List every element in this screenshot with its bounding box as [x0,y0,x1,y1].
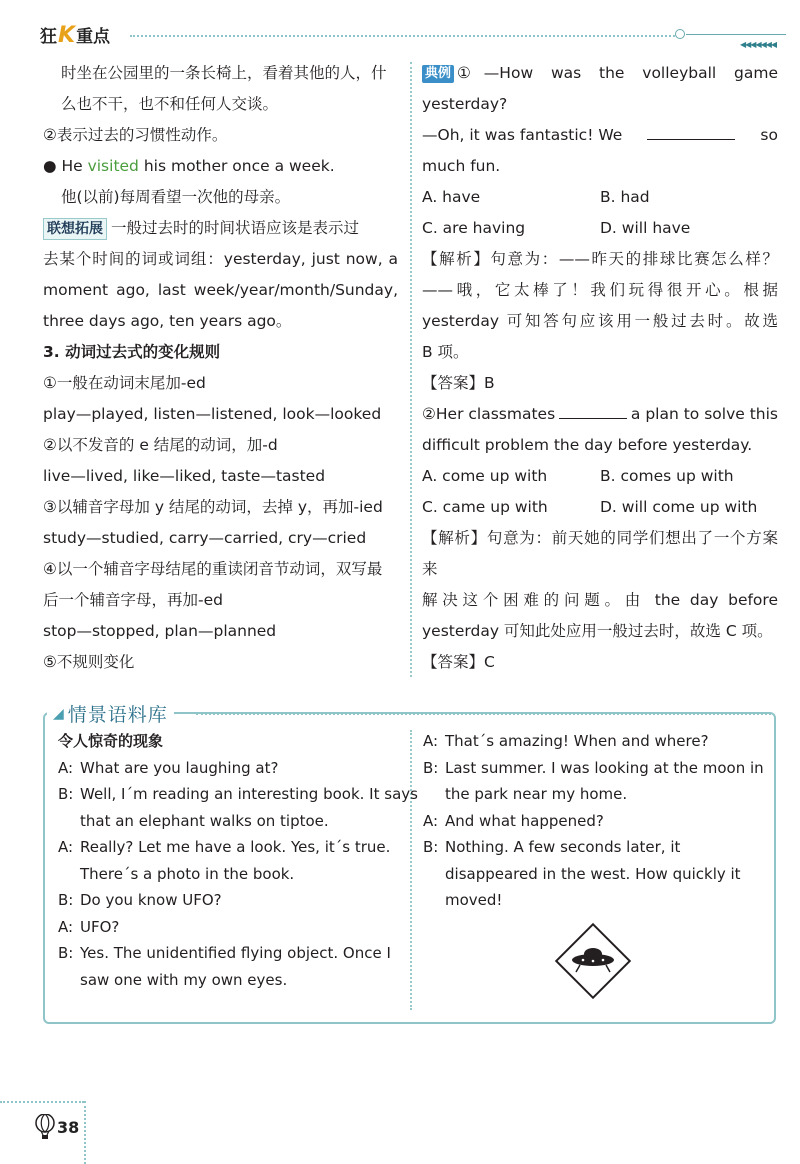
option-b: B. comes up with [600,467,734,485]
corpus-divider [410,730,412,1010]
answer-line: 【答案】C [422,653,495,671]
analysis-line: 【解析】句意为：——昨天的排球比赛怎么样？ [422,250,778,268]
speaker-label: A: [58,758,74,777]
options-row [422,461,778,492]
dialogue-line [58,914,398,941]
speaker-label: A: [423,732,439,750]
text-line: difficult problem the day before yesterday. [422,436,753,454]
example-sentence: ● He visited his mother once a week. [43,157,335,175]
dialogue-text: That´s amazing! When and where? [445,732,709,750]
dialogue-line [58,967,398,994]
text-line: moment ago, last week/year/month/Sunday, [43,281,398,299]
dialogue-line [423,834,765,861]
answer-blank [647,121,735,140]
speaker-label: B: [58,944,74,962]
analysis-line: yesterday 可知此处应用一般过去时，故选 C 项。 [422,622,773,640]
balloon-icon [34,1114,56,1140]
dialogue-line [58,808,398,835]
dialogue-line [58,887,398,914]
speaker-label: A: [58,917,74,936]
speaker-label: B: [58,891,74,909]
analysis-line: B 项。 [422,343,469,361]
rule-line: ④以一个辅音字母结尾的重读闭音节动词，双写最 [43,560,383,578]
answer-blank [559,400,627,419]
analysis-line: ——哦，它太棒了！我们玩得很开心。根据 [422,281,778,299]
analysis-line: 【解析】句意为：前天她的同学们想出了一个方案来 [422,529,778,578]
dialogue-line [423,808,765,835]
option-a: A. come up with [422,467,548,485]
analysis-line: yesterday 可知答句应该用一般过去时。故选 [422,312,778,330]
dialogue-text: disappeared in the west. How quickly it [445,864,741,883]
dialogue-text: And what happened? [445,811,604,830]
pen-icon: ◢ [53,705,64,722]
highlighted-verb: visited [87,157,139,175]
dialogue-text: that an elephant walks on tiptoe. [80,811,329,830]
text-line: 去某个时间的词或词组：yesterday, just now, a [43,250,398,268]
dialogue-line [58,755,398,782]
option-c: C. are having [422,219,526,237]
example-question-1: 典例 ①—How was the volleyball game [422,58,778,89]
rule-line: ③以辅音字母加 y 结尾的动词，去掉 y，再加-ied [43,498,383,516]
dialogue-line [423,887,765,914]
example-line: live—lived, like—liked, taste—tasted [43,467,326,485]
rule-line: ①一般在动词末尾加-ed [43,374,206,392]
corpus-title [47,700,174,727]
dialogue-line [58,834,398,861]
footer-dotted-rule-vertical [84,1101,86,1164]
page-number: 38 [57,1118,80,1137]
rule-line: ⑤不规则变化 [43,653,135,671]
dialogue-text: saw one with my own eyes. [80,970,288,989]
extension-note: 联想拓展 一般过去时的时间状语应该是表示过 [43,213,398,244]
corpus-title-rule [196,713,771,715]
dialogue-line [423,728,765,755]
dialogue-line [423,861,765,888]
header-arrows-ornament: ◀◀◀◀◀◀◀ [740,40,777,49]
dialogue-right [423,728,765,914]
logo-k: K [58,23,76,48]
section-heading: 3. 动词过去式的变化规则 [43,343,221,361]
speaker-label: B: [423,838,439,856]
rule-line: 后一个辅音字母，再加-ed [43,591,223,609]
dialogue-text: Do you know UFO? [80,891,222,909]
text-line: 时坐在公园里的一条长椅上，看着其他的人，什 [61,64,387,82]
dialogue-text: UFO? [80,917,120,936]
example-line: stop—stopped, plan—planned [43,622,277,640]
corpus-title-text: 情景语料库 [67,704,168,726]
text-line: yesterday? [422,95,508,113]
dialogue-text: Last summer. I was looking at the moon in [445,758,764,777]
option-b: B. had [600,188,650,206]
dialogue-text: Nothing. A few seconds later, it [445,838,681,856]
speaker-label: B: [423,758,439,777]
column-divider [410,62,412,677]
dialogue-text: Well, I´m reading an interesting book. It says [80,785,418,803]
dialogue-text: moved! [445,891,503,909]
example-question-2: ②Her classmates a plan to solve this [422,399,778,430]
dialogue-line [423,755,765,782]
ufo-illustration [550,918,636,1004]
example-line: play—played, listen—listened, look—looked [43,405,382,423]
header-ring-ornament [675,29,685,39]
rule-line: ②以不发音的 e 结尾的动词，加-d [43,436,278,454]
option-a: A. have [422,188,481,206]
analysis-line: 解决这个困难的问题。由 the day before [422,591,778,609]
dialogue-text: Really? Let me have a look. Yes, it´s true. [80,838,391,856]
speaker-label: B: [58,785,74,803]
options-row [422,213,778,244]
logo-prefix: 狂 [40,27,57,47]
example-tag: 典例 [422,65,454,83]
left-column [43,58,398,678]
bullet-icon: ● [43,157,57,175]
option-c: C. came up with [422,498,548,516]
example-translation: 他(以前)每周看望一次他的母亲。 [61,188,291,206]
option-d: D. will have [600,219,691,237]
rule-heading: ②表示过去的习惯性动作。 [43,126,228,144]
footer-dotted-rule [0,1101,84,1103]
dialogue-line [58,861,398,888]
dialogue-line [58,781,418,808]
option-d: D. will come up with [600,498,758,516]
dialogue-text: Yes. The unidentified flying object. Once I [80,944,391,962]
dialogue-text: the park near my home. [445,785,628,803]
text-line: 么也不干，也不和任何人交谈。 [61,95,279,113]
dialogue-subtitle: 令人惊奇的现象 [58,732,164,750]
answer-line: 【答案】B [422,374,495,392]
header-rule [686,34,786,35]
extension-tag: 联想拓展 [43,218,107,240]
dialogue-line [58,940,398,967]
speaker-label: A: [423,811,439,830]
right-column [422,58,778,678]
book-logo [40,22,110,48]
text-line: much fun. [422,157,501,175]
blank-line: —Oh, it was fantastic! We so [422,120,778,151]
logo-suffix: 重点 [76,27,111,47]
dialogue-line [423,781,765,808]
speaker-label: A: [58,838,74,856]
options-row [422,492,778,523]
dialogue-text: There´s a photo in the book. [80,864,295,883]
example-line: study—studied, carry—carried, cry—cried [43,529,367,547]
text-line: three days ago, ten years ago。 [43,312,292,330]
dialogue-text: What are you laughing at? [80,758,279,777]
options-row [422,182,778,213]
header-dotted-rule [130,35,675,37]
dialogue-left [58,728,418,993]
